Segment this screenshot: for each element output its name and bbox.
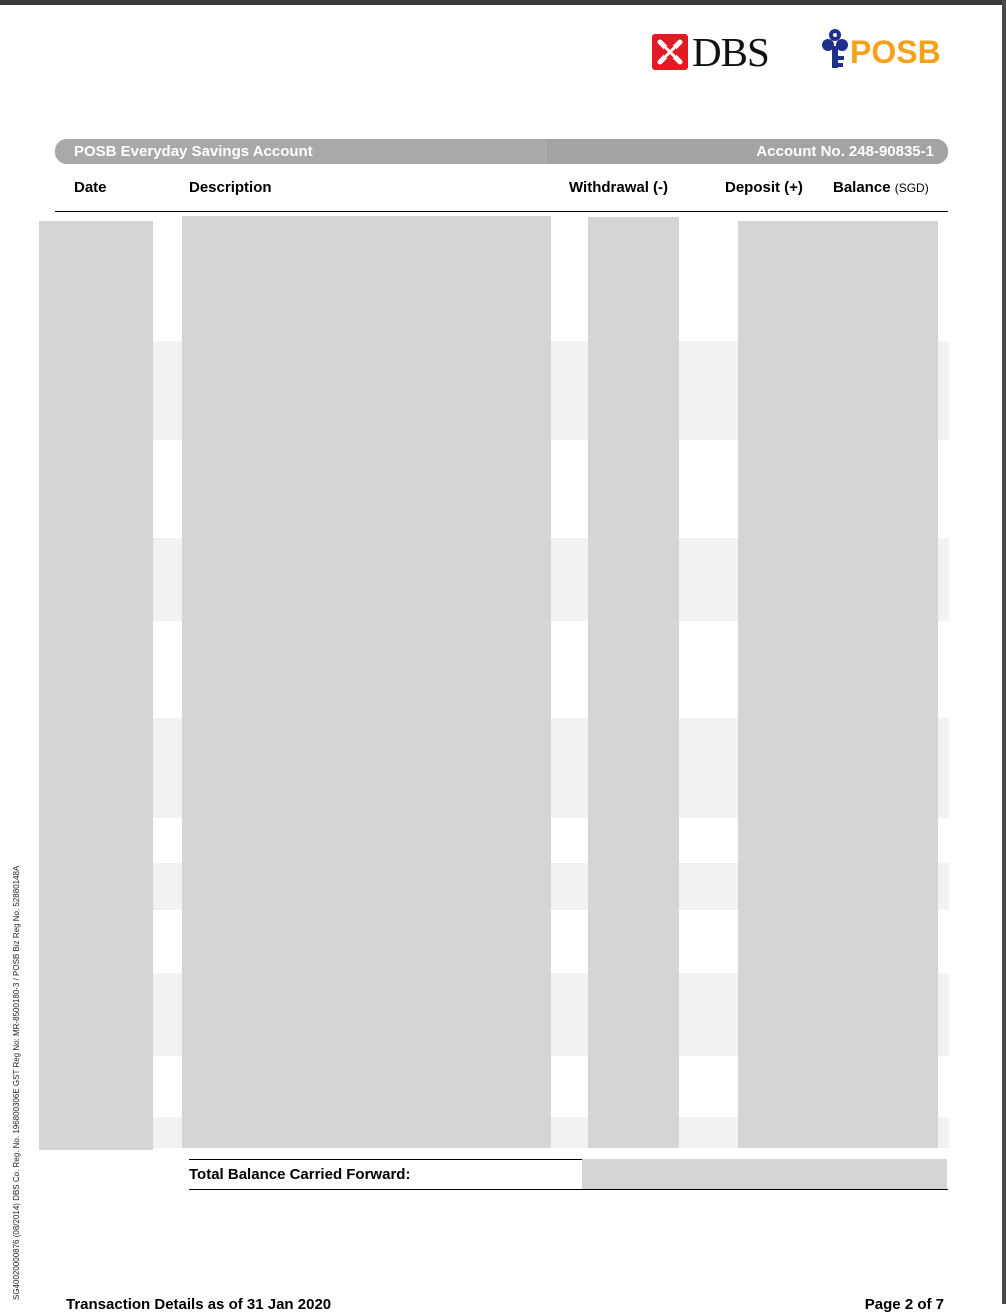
footer-transaction-date: Transaction Details as of 31 Jan 2020 [66,1296,332,1313]
column-header-withdrawal: Withdrawal (-) [569,179,669,196]
window-right-edge [1002,0,1006,1304]
dbs-logo [652,29,769,75]
balance-unit: (SGD) [894,181,929,195]
account-number: Account No. 248-90835-1 [756,143,934,160]
total-divider-bottom [189,1189,948,1190]
total-divider-top [189,1159,582,1160]
dbs-star-icon [652,34,688,70]
account-name: POSB Everyday Savings Account [74,143,313,160]
footer-page-number: Page 2 of 7 [864,1296,944,1313]
column-header-description: Description [189,179,272,196]
redacted-deposit-balance-column [738,221,938,1148]
redacted-date-column [39,221,153,1150]
total-balance-label: Total Balance Carried Forward: [189,1166,411,1183]
header-divider [55,211,948,212]
posb-wordmark: POSB [850,34,941,70]
balance-label: Balance [833,179,891,196]
posb-key-icon [822,28,848,77]
redacted-withdrawal-column [588,217,679,1148]
redacted-total-value [582,1159,947,1190]
column-header-balance [833,179,929,196]
redacted-description-column [182,216,551,1148]
legal-registration-text: SG40020000876 (08/2014) DBS Co. Reg. No. 196800306E GST Reg No: MR-8500180-3 / POSB Biz Reg No. 52880148A [12,865,21,1300]
column-header-deposit: Deposit (+) [725,179,803,196]
column-header-date: Date [74,179,107,196]
dbs-wordmark: DBS [692,29,769,75]
posb-logo [822,30,941,74]
